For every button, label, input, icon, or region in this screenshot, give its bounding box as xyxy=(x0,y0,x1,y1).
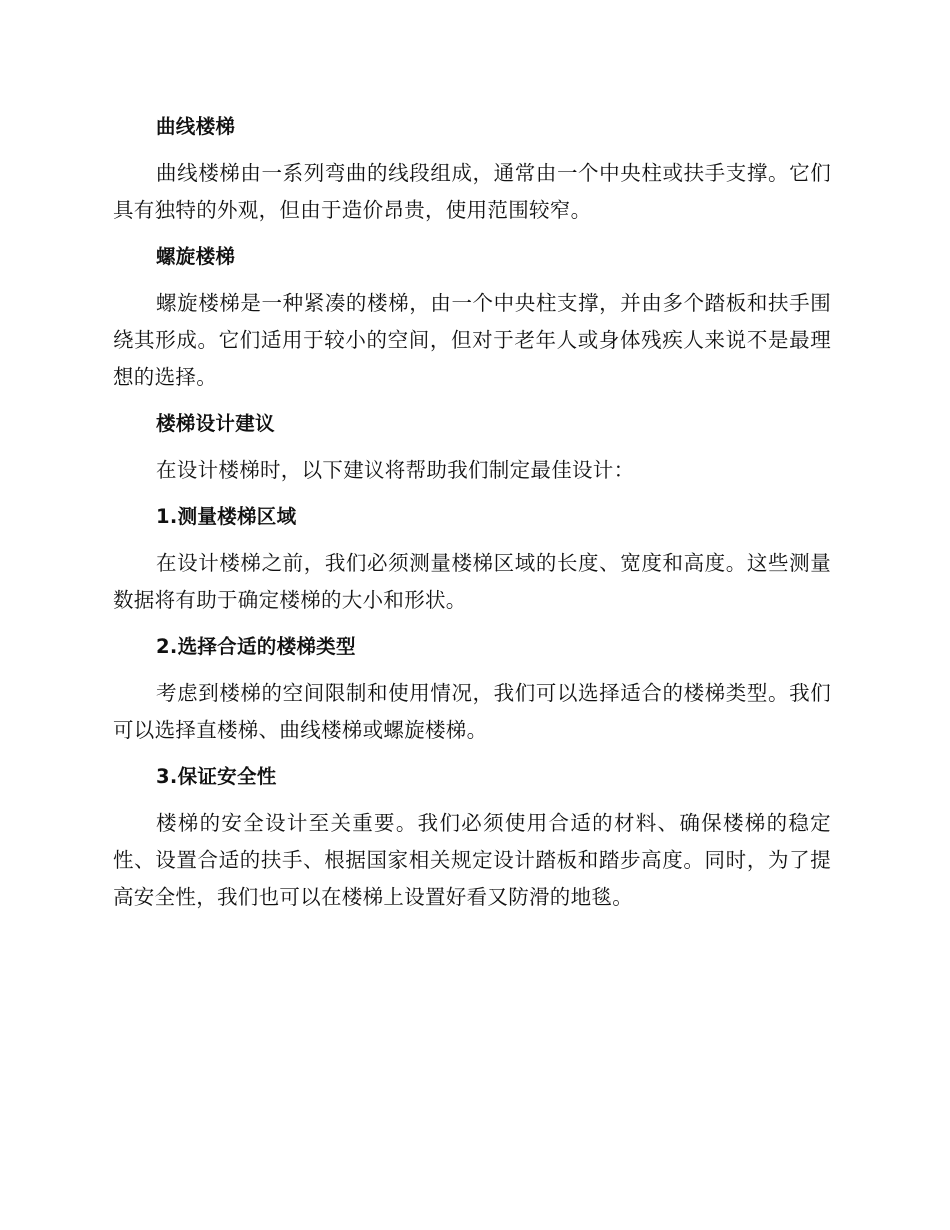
section-heading-choose-type: 2.选择合适的楼梯类型 xyxy=(156,635,356,658)
section-heading-measure-area: 1.测量楼梯区域 xyxy=(156,505,297,528)
section-heading-design-advice: 楼梯设计建议 xyxy=(156,412,275,435)
section-paragraph-ensure-safety: 楼梯的安全设计至关重要。我们必须使用合适的材料、确保楼梯的稳定性、设置合适的扶手、根据国家相关规定设计踏板和踏步高度。同时，为了提高安全性，我们也可以在楼梯上设置好看又防滑的地毯。 xyxy=(113,811,831,909)
section-paragraph-choose-type: 考虑到楼梯的空间限制和使用情况，我们可以选择适合的楼梯类型。我们可以选择直楼梯、曲线楼梯或螺旋楼梯。 xyxy=(113,681,831,742)
section-heading-curved-stairs: 曲线楼梯 xyxy=(156,115,236,138)
section-paragraph-design-advice: 在设计楼梯时，以下建议将帮助我们制定最佳设计： xyxy=(156,458,635,482)
section-heading-spiral-stairs: 螺旋楼梯 xyxy=(156,245,236,268)
document-body xyxy=(113,111,831,928)
section-paragraph-curved-stairs: 曲线楼梯由一系列弯曲的线段组成，通常由一个中央柱或扶手支撑。它们具有独特的外观，但由于造价昂贵，使用范围较窄。 xyxy=(113,161,831,222)
section-heading-ensure-safety: 3.保证安全性 xyxy=(156,765,277,788)
section-paragraph-measure-area: 在设计楼梯之前，我们必须测量楼梯区域的长度、宽度和高度。这些测量数据将有助于确定楼梯的大小和形状。 xyxy=(113,551,831,612)
section-paragraph-spiral-stairs: 螺旋楼梯是一种紧凑的楼梯，由一个中央柱支撑，并由多个踏板和扶手围绕其形成。它们适用于较小的空间，但对于老年人或身体残疾人来说不是最理想的选择。 xyxy=(113,291,831,389)
